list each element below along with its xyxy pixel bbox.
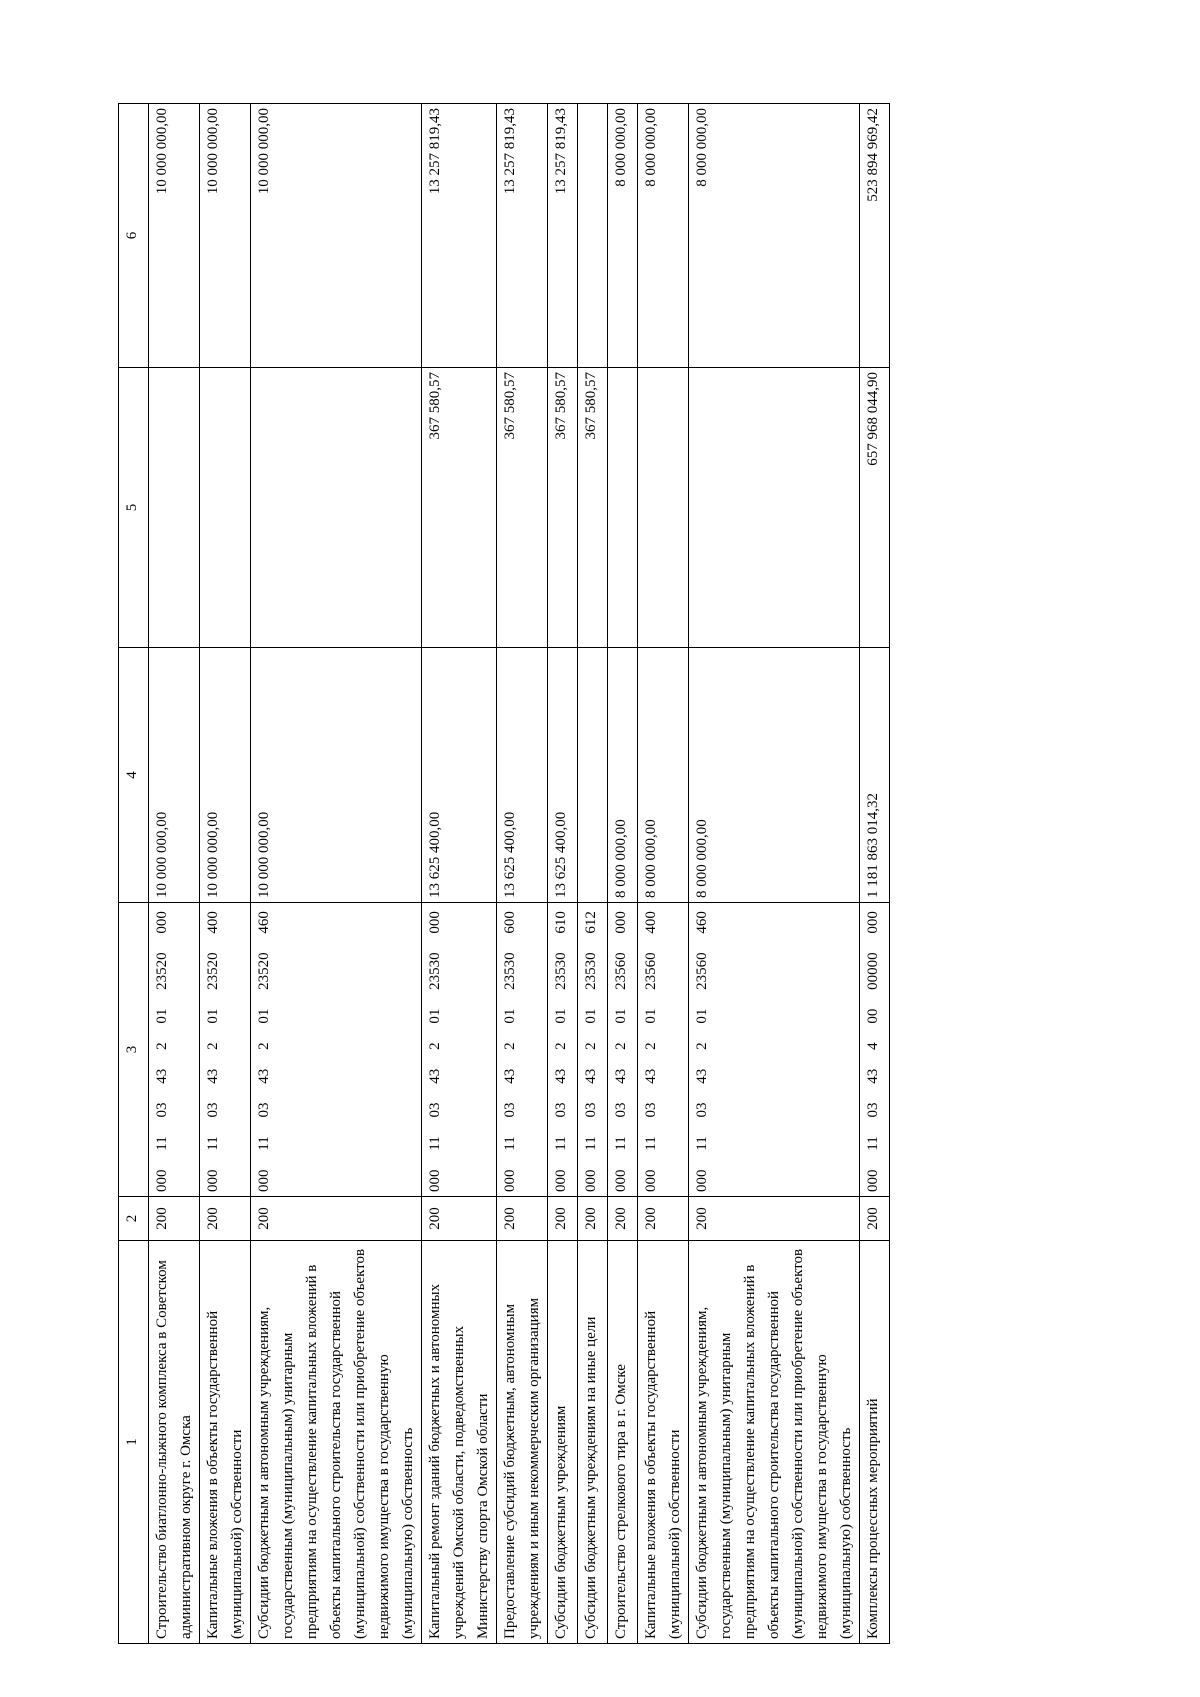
column-header: 3 [119, 903, 149, 1197]
code-segment: 11 [613, 1136, 629, 1151]
classification-code [201, 907, 225, 1192]
unexecuted-amount-cell: 8 000 000,00 [638, 104, 689, 368]
classification-code-cell [638, 903, 689, 1197]
classification-code [861, 907, 885, 1192]
code-segment: 000 [694, 1169, 710, 1192]
approved-amount-cell: 8 000 000,00 [608, 648, 638, 903]
code-segment: 23520 [205, 952, 221, 990]
code-segment: 23560 [613, 952, 629, 990]
code-segment: 460 [694, 911, 710, 934]
code-segment: 03 [154, 1102, 170, 1118]
code-segment: 23530 [553, 952, 569, 990]
line-code-cell: 200 [548, 1197, 578, 1241]
code-segment: 43 [694, 1068, 710, 1084]
code-segment: 2 [205, 1042, 221, 1050]
classification-code-cell [608, 903, 638, 1197]
code-segment: 01 [205, 1008, 221, 1024]
row-name-cell: Капитальный ремонт зданий бюджетных и автономных учреждений Омской области, подведомственных Министерству спорта Омской области [422, 1241, 497, 1644]
code-segment: 000 [256, 1169, 272, 1192]
code-segment: 00000 [865, 952, 881, 990]
code-segment: 43 [256, 1068, 272, 1084]
code-segment: 11 [256, 1136, 272, 1151]
column-header: 1 [119, 1241, 149, 1644]
code-segment: 2 [643, 1042, 659, 1050]
executed-amount-cell [608, 368, 638, 648]
code-segment: 43 [865, 1068, 881, 1084]
line-code-cell: 200 [251, 1197, 422, 1241]
code-segment: 000 [205, 1169, 221, 1192]
code-segment: 01 [553, 1008, 569, 1024]
code-segment: 23530 [427, 952, 443, 990]
form-page-label [43, 0, 81, 28]
code-segment: 00 [865, 1008, 881, 1024]
approved-amount-cell [578, 648, 608, 903]
code-segment: 11 [154, 1136, 170, 1151]
classification-code [150, 907, 174, 1192]
line-code-cell: 200 [689, 1197, 860, 1241]
approved-amount-cell: 8 000 000,00 [689, 648, 860, 903]
code-segment: 03 [865, 1102, 881, 1118]
unexecuted-amount-cell [578, 104, 608, 368]
code-segment: 000 [865, 911, 881, 934]
approved-amount-cell: 1 181 863 014,32 [860, 648, 890, 903]
executed-amount-cell [689, 368, 860, 648]
code-segment: 460 [256, 911, 272, 934]
code-segment: 2 [502, 1042, 518, 1050]
code-segment: 000 [865, 1169, 881, 1192]
code-segment: 400 [205, 911, 221, 934]
code-segment: 000 [613, 1169, 629, 1192]
code-segment: 2 [583, 1042, 599, 1050]
code-segment: 612 [583, 911, 599, 934]
unexecuted-amount-cell: 10 000 000,00 [200, 104, 251, 368]
code-segment: 400 [643, 911, 659, 934]
code-segment: 000 [502, 1169, 518, 1192]
column-header: 5 [119, 368, 149, 648]
code-segment: 11 [583, 1136, 599, 1151]
executed-amount-cell: 657 968 044,90 [860, 368, 890, 648]
code-segment: 11 [865, 1136, 881, 1151]
code-segment: 000 [553, 1169, 569, 1192]
approved-amount-cell: 8 000 000,00 [638, 648, 689, 903]
code-segment: 2 [256, 1042, 272, 1050]
code-segment: 43 [583, 1068, 599, 1084]
row-name-cell: Капитальные вложения в объекты государственной (муниципальной) собственности [638, 1241, 689, 1644]
code-segment: 43 [427, 1068, 443, 1084]
code-segment: 01 [502, 1008, 518, 1024]
unexecuted-amount-cell: 523 894 969,42 [860, 104, 890, 368]
table-row [578, 104, 608, 1644]
approved-amount-cell: 13 625 400,00 [497, 648, 548, 903]
executed-amount-cell: 367 580,57 [422, 368, 497, 648]
classification-code [579, 907, 603, 1192]
approved-amount-cell: 13 625 400,00 [548, 648, 578, 903]
code-segment: 11 [553, 1136, 569, 1151]
line-code-cell: 200 [200, 1197, 251, 1241]
code-segment: 03 [256, 1102, 272, 1118]
table-row [422, 104, 497, 1644]
row-name-cell: Субсидии бюджетным и автономным учреждениям, государственным (муниципальным) унитарным предприятиям на осуществление капитальных вложений в объекты капитального строительства государственной (муниципальной) собственности или приобретение объектов недвижимого имущества в государственную (муниципальную) собственность [251, 1241, 422, 1644]
unexecuted-amount-cell: 8 000 000,00 [608, 104, 638, 368]
column-header: 2 [119, 1197, 149, 1241]
table-row [251, 104, 422, 1644]
classification-code [690, 907, 714, 1192]
code-segment: 2 [694, 1042, 710, 1050]
code-segment: 2 [154, 1042, 170, 1050]
column-header: 4 [119, 648, 149, 903]
row-name-cell: Субсидии бюджетным учреждениям на иные цели [578, 1241, 608, 1644]
table-row [548, 104, 578, 1644]
code-segment: 43 [502, 1068, 518, 1084]
code-segment: 23520 [154, 952, 170, 990]
column-number-row [119, 104, 149, 1644]
row-name-cell: Капитальные вложения в объекты государственной (муниципальной) собственности [200, 1241, 251, 1644]
unexecuted-amount-cell: 13 257 819,43 [548, 104, 578, 368]
unexecuted-amount-cell: 13 257 819,43 [497, 104, 548, 368]
executed-amount-cell [638, 368, 689, 648]
classification-code-cell [200, 903, 251, 1197]
executed-amount-cell: 367 580,57 [548, 368, 578, 648]
table-body [149, 104, 890, 1644]
code-segment: 01 [613, 1008, 629, 1024]
unexecuted-amount-cell: 13 257 819,43 [422, 104, 497, 368]
line-code-cell: 200 [497, 1197, 548, 1241]
code-segment: 43 [643, 1068, 659, 1084]
classification-code [252, 907, 276, 1192]
code-segment: 03 [553, 1102, 569, 1118]
code-segment: 01 [694, 1008, 710, 1024]
code-segment: 2 [613, 1042, 629, 1050]
unexecuted-amount-cell: 10 000 000,00 [251, 104, 422, 368]
row-name-cell: Субсидии бюджетным учреждениям [548, 1241, 578, 1644]
code-segment: 03 [583, 1102, 599, 1118]
code-segment: 01 [643, 1008, 659, 1024]
code-segment: 11 [694, 1136, 710, 1151]
unexecuted-amount-cell: 10 000 000,00 [149, 104, 200, 368]
code-segment: 01 [427, 1008, 443, 1024]
classification-code-cell [149, 903, 200, 1197]
code-segment: 000 [643, 1169, 659, 1192]
budget-execution-table [118, 103, 890, 1644]
line-code-cell: 200 [422, 1197, 497, 1241]
code-segment: 43 [553, 1068, 569, 1084]
line-code-cell: 200 [638, 1197, 689, 1241]
code-segment: 11 [427, 1136, 443, 1151]
code-segment: 000 [427, 911, 443, 934]
table-row [497, 104, 548, 1644]
table-row [149, 104, 200, 1644]
approved-amount-cell: 10 000 000,00 [149, 648, 200, 903]
line-code-cell: 200 [608, 1197, 638, 1241]
line-code-cell: 200 [149, 1197, 200, 1241]
classification-code [639, 907, 663, 1192]
code-segment: 01 [154, 1008, 170, 1024]
classification-code-cell [860, 903, 890, 1197]
code-segment: 03 [502, 1102, 518, 1118]
code-segment: 43 [613, 1068, 629, 1084]
code-segment: 11 [205, 1136, 221, 1151]
row-name-cell: Предоставление субсидий бюджетным, автономным учреждениям и иным некоммерческим организациям [497, 1241, 548, 1644]
code-segment: 2 [553, 1042, 569, 1050]
row-name-cell: Строительство биатлонно-лыжного комплекса в Советском административном округе г. Омска [149, 1241, 200, 1644]
executed-amount-cell [200, 368, 251, 648]
classification-code [609, 907, 633, 1192]
row-name-cell: Строительство стрелкового тира в г. Омске [608, 1241, 638, 1644]
table-row [200, 104, 251, 1644]
table-row [689, 104, 860, 1644]
code-segment: 2 [427, 1042, 443, 1050]
executed-amount-cell: 367 580,57 [578, 368, 608, 648]
code-segment: 610 [553, 911, 569, 934]
line-code-cell: 200 [578, 1197, 608, 1241]
code-segment: 4 [865, 1042, 881, 1050]
rotated-page [118, 104, 1002, 1644]
classification-code [498, 907, 522, 1192]
code-segment: 000 [613, 911, 629, 934]
approved-amount-cell: 13 625 400,00 [422, 648, 497, 903]
code-segment: 03 [613, 1102, 629, 1118]
code-segment: 000 [154, 911, 170, 934]
classification-code-cell [689, 903, 860, 1197]
executed-amount-cell: 367 580,57 [497, 368, 548, 648]
code-segment: 000 [154, 1169, 170, 1192]
code-segment: 000 [583, 1169, 599, 1192]
table-row [860, 104, 890, 1644]
code-segment: 01 [583, 1008, 599, 1024]
classification-code-cell [497, 903, 548, 1197]
code-segment: 23530 [502, 952, 518, 990]
line-code-cell: 200 [860, 1197, 890, 1241]
approved-amount-cell: 10 000 000,00 [251, 648, 422, 903]
code-segment: 43 [205, 1068, 221, 1084]
table-row [638, 104, 689, 1644]
classification-code-cell [548, 903, 578, 1197]
code-segment: 23530 [583, 952, 599, 990]
executed-amount-cell [251, 368, 422, 648]
code-segment: 23560 [694, 952, 710, 990]
code-segment: 11 [643, 1136, 659, 1151]
code-segment: 23520 [256, 952, 272, 990]
code-segment: 000 [427, 1169, 443, 1192]
code-segment: 03 [427, 1102, 443, 1118]
code-segment: 03 [694, 1102, 710, 1118]
classification-code-cell [251, 903, 422, 1197]
table-row [608, 104, 638, 1644]
executed-amount-cell [149, 368, 200, 648]
unexecuted-amount-cell: 8 000 000,00 [689, 104, 860, 368]
code-segment: 23560 [643, 952, 659, 990]
column-header: 6 [119, 104, 149, 368]
code-segment: 03 [643, 1102, 659, 1118]
code-segment: 03 [205, 1102, 221, 1118]
approved-amount-cell: 10 000 000,00 [200, 648, 251, 903]
classification-code-cell [578, 903, 608, 1197]
classification-code [549, 907, 573, 1192]
code-segment: 11 [502, 1136, 518, 1151]
code-segment: 600 [502, 911, 518, 934]
row-name-cell: Комплексы процессных мероприятий [860, 1241, 890, 1644]
classification-code [423, 907, 447, 1192]
code-segment: 01 [256, 1008, 272, 1024]
classification-code-cell [422, 903, 497, 1197]
row-name-cell: Субсидии бюджетным и автономным учреждениям, государственным (муниципальным) унитарным предприятиям на осуществление капитальных вложений в объекты капитального строительства государственной (муниципальной) собственности или приобретение объектов недвижимого имущества в государственную (муниципальную) собственность [689, 1241, 860, 1644]
code-segment: 43 [154, 1068, 170, 1084]
